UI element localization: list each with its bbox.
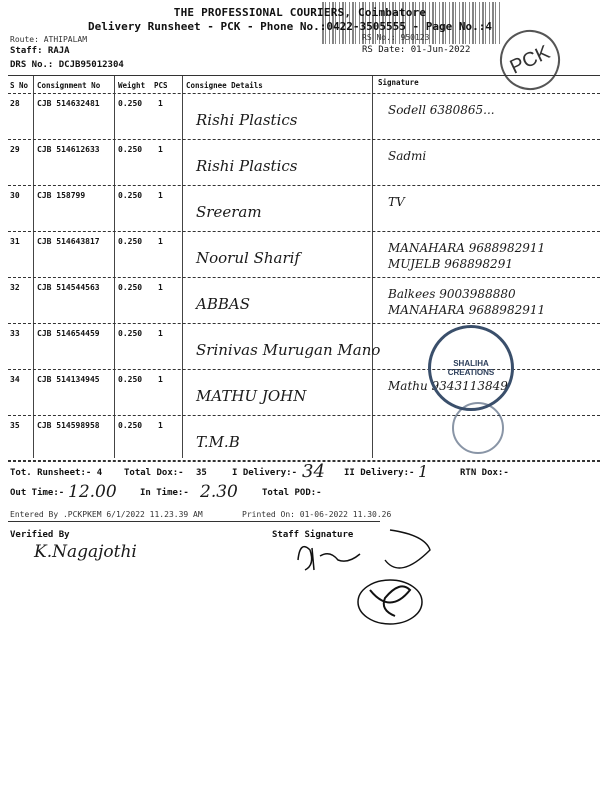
verified-by-label: Verified By [10, 530, 70, 540]
out-time-value: 12.00 [68, 482, 117, 502]
staff-label: Staff: RAJA [10, 46, 70, 56]
row-consignment-no: CJB 514632481 [37, 99, 100, 108]
row-consignee-handwritten: Srinivas Murugan Mano [196, 341, 381, 359]
col-divider [372, 76, 373, 458]
i-delivery-label: I Delivery:- [232, 468, 298, 478]
col-divider [182, 76, 183, 458]
row-signature: Sodell 6380865... [388, 103, 495, 117]
row-pcs: 1 [158, 191, 163, 200]
col-pcs: PCS [154, 81, 168, 90]
total-dox-value: 35 [196, 468, 207, 478]
col-sno: S No [10, 81, 29, 90]
drs-number: DRS No.: DCJB95012304 [10, 60, 124, 70]
pck-stamp: PCK [490, 20, 570, 100]
row-sno: 28 [10, 99, 20, 108]
row-weight: 0.250 [118, 99, 143, 108]
row-consignee-handwritten: ABBAS [196, 295, 250, 313]
rs-date: RS Date: 01-Jun-2022 [362, 45, 471, 55]
col-consignment: Consignment No [37, 81, 101, 90]
in-time-value: 2.30 [200, 482, 238, 502]
staff-signature-label: Staff Signature [272, 530, 354, 540]
total-pod-label: Total POD:- [262, 488, 322, 498]
row-pcs: 1 [158, 145, 163, 154]
row-rule [8, 139, 600, 140]
document-title: THE PROFESSIONAL COURIERS, Coimbatore [173, 6, 427, 19]
verified-by-signature: K.Nagajothi [34, 542, 137, 562]
row-consignment-no: CJB 514612633 [37, 145, 100, 154]
row-sno: 33 [10, 329, 20, 338]
in-time-label: In Time:- [140, 488, 189, 498]
printed-on: Printed On: 01-06-2022 11.30.26 [242, 510, 392, 519]
row-sno: 32 [10, 283, 20, 292]
row-pcs: 1 [158, 375, 163, 384]
row-signature: Sadmi [388, 149, 427, 163]
row-pcs: 1 [158, 283, 163, 292]
row-consignee-handwritten: Rishi Plastics [196, 111, 298, 129]
col-weight: Weight [118, 81, 146, 90]
row-sno: 31 [10, 237, 20, 246]
row-weight: 0.250 [118, 421, 143, 430]
stamp-line-1: SHALIHA [453, 359, 489, 368]
document-subtitle: Delivery Runsheet - PCK - Phone No.:0422-3505555 - Page No.:4 [88, 20, 492, 33]
row-consignment-no: CJB 514643817 [37, 237, 100, 246]
row-rule [8, 231, 600, 232]
entered-by: Entered By .PCKPKEM 6/1/2022 11.23.39 AM [10, 510, 203, 519]
staff-signature-scribble [290, 520, 450, 630]
row-signature: MANAHARA 9688982911 [388, 241, 546, 255]
row-consignment-no: CJB 514134945 [37, 375, 100, 384]
row-sno: 34 [10, 375, 20, 384]
row-signature: TV [388, 195, 405, 209]
ii-delivery-label: II Delivery:- [344, 468, 415, 478]
row-consignment-no: CJB 158799 [37, 191, 86, 200]
col-consignee: Consignee Details [186, 81, 263, 90]
ii-delivery-value: 1 [418, 462, 429, 481]
rtn-dox-label: RTN Dox:- [460, 468, 509, 478]
row-rule [8, 185, 600, 186]
row-consignee-handwritten: Noorul Sharif [196, 249, 300, 267]
row-consignee-handwritten: Rishi Plastics [196, 157, 298, 175]
row-weight: 0.250 [118, 375, 143, 384]
row-weight: 0.250 [118, 191, 143, 200]
row-rule [8, 415, 600, 416]
row-sno: 35 [10, 421, 20, 430]
row-consignment-no: CJB 514544563 [37, 283, 100, 292]
tot-runsheet: Tot. Runsheet:- 4 [10, 468, 103, 478]
row-sno: 29 [10, 145, 20, 154]
col-divider [114, 76, 115, 458]
row-weight: 0.250 [118, 283, 143, 292]
table-top-rule [8, 75, 600, 76]
row-consignment-no: CJB 514598958 [37, 421, 100, 430]
row-pcs: 1 [158, 421, 163, 430]
row-consignment-no: CJB 514654459 [37, 329, 100, 338]
company-stamp [428, 325, 514, 411]
row-weight: 0.250 [118, 237, 143, 246]
row-signature-extra: MANAHARA 9688982911 [388, 303, 546, 317]
row-weight: 0.250 [118, 145, 143, 154]
row-consignee-handwritten: Sreeram [196, 203, 262, 221]
row-signature: Mathu 9343113849 [388, 379, 508, 393]
route-label: Route: ATHIPALAM [10, 35, 88, 44]
row-rule [8, 323, 600, 324]
row-signature: Balkees 9003988880 [388, 287, 516, 301]
row-rule [8, 277, 600, 278]
row-pcs: 1 [158, 99, 163, 108]
stamp-line-2: CREATIONS [447, 368, 495, 377]
row-pcs: 1 [158, 329, 163, 338]
row-signature-extra: MUJELB 968898291 [388, 257, 513, 271]
row-weight: 0.250 [118, 329, 143, 338]
row-pcs: 1 [158, 237, 163, 246]
col-divider [33, 76, 34, 458]
i-delivery-value: 34 [302, 461, 325, 482]
col-signature: Signature [378, 78, 419, 87]
stamp-partial [452, 402, 504, 454]
row-consignee-handwritten: MATHU JOHN [196, 387, 307, 405]
row-consignee-handwritten: T.M.B [196, 433, 240, 451]
row-sno: 30 [10, 191, 20, 200]
total-dox-label: Total Dox:- [124, 468, 184, 478]
rs-number: RS No.: 950123 [362, 33, 430, 42]
table-header-rule [8, 93, 600, 94]
out-time-label: Out Time:- [10, 488, 65, 498]
